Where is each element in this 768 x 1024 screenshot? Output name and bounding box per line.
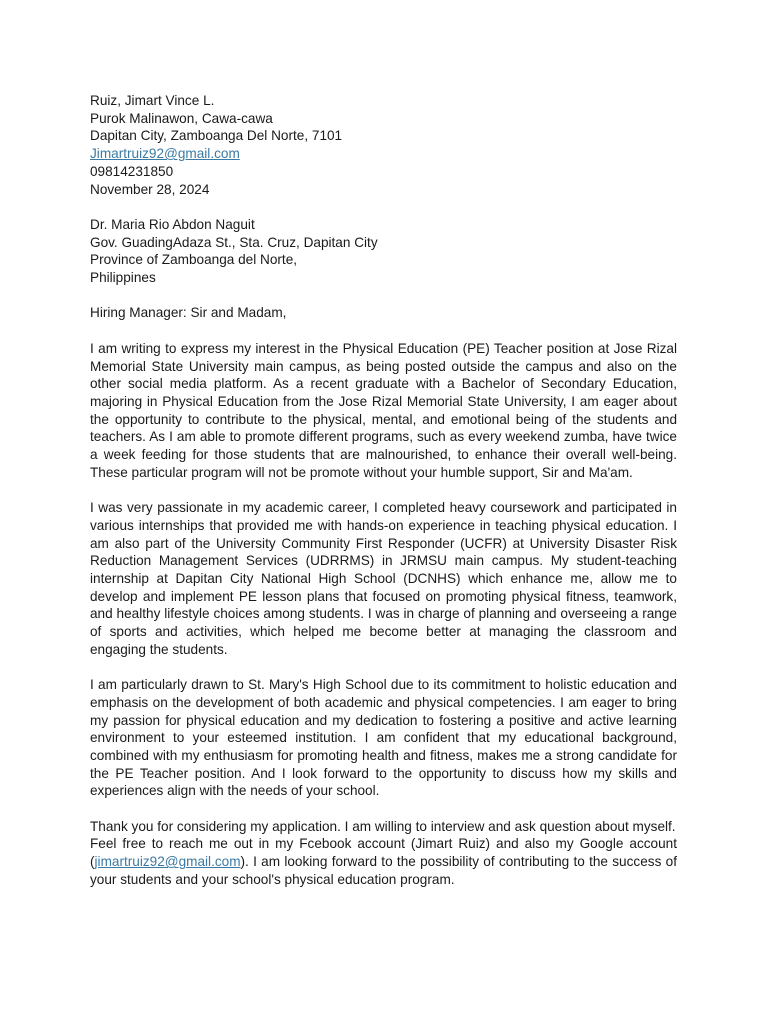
recipient-address-line-2: Province of Zamboanga del Norte, — [90, 252, 298, 268]
google-email-link[interactable]: jimartruiz92@gmail.com — [94, 854, 241, 870]
recipient-block — [90, 216, 677, 287]
letter-date: November 28, 2024 — [90, 181, 210, 197]
sender-phone: 09814231850 — [90, 163, 174, 179]
sender-email-link[interactable]: Jimartruiz92@gmail.com — [90, 146, 240, 162]
contact-text-before: Feel free to reach me out in my Fcebook account (Jimart Ruiz) and also my Google account ( — [90, 836, 677, 870]
recipient-country: Philippines — [90, 270, 156, 286]
sender-name: Ruiz, Jimart Vince L. — [90, 93, 215, 108]
body-paragraph-contact — [90, 835, 677, 888]
contact-text-after: ). I am looking forward to the possibility of contributing to the success of your students and your school's physical education program. — [90, 854, 677, 887]
sender-block — [90, 92, 677, 198]
body-paragraph-intro: I am writing to express my interest in the Physical Education (PE) Teacher position at Jose Rizal Memorial State University main campus, as being posted outside the campus and also on the other social media platform. As a recent graduate with a Bachelor of Secondary Education, majoring in Physical Education from the Jose Rizal Memorial State University, I am eager about the opportunity to contribute to the physical, mental, and emotional being of the students and teachers. As I am able to promote different programs, such as every weekend zumba, have twice a week feeding for those students that are malnourished, to enhance their overall well-being. These particular program will not be promote without your humble support, Sir and Ma'am. — [90, 340, 677, 480]
body-paragraph-motivation: I am particularly drawn to St. Mary's High School due to its commitment to holistic education and emphasis on the development of both academic and physical competencies. I am eager to bring my passion for physical education and my dedication to fostering a positive and active learning environment to your esteemed institution. I am confident that my educational background, combined with my enthusiasm for promoting health and fitness, makes me a strong candidate for the PE Teacher position. And I look forward to the opportunity to discuss how my skills and experiences align with the needs of your school. — [90, 677, 677, 799]
sender-address-line-1: Purok Malinawon, Cawa-cawa — [90, 110, 273, 126]
body-paragraph-thanks: Thank you for considering my application. I am willing to interview and ask question about myself. — [90, 818, 676, 834]
sender-address-line-2: Dapitan City, Zamboanga Del Norte, 7101 — [90, 128, 343, 144]
letter-page — [90, 92, 677, 906]
body-paragraph-experience: I was very passionate in my academic career, I completed heavy coursework and participated in various internships that provided me with hands-on experience in teaching physical education. I am also part of the University Community First Responder (UCFR) at University Disaster Risk Reduction Management Services (UDRRMS) in JRMSU main campus. My student-teaching internship at Dapitan City National High School (DCNHS) which enhance me, allow me to develop and implement PE lesson plans that focused on promoting physical fitness, teamwork, and healthy lifestyle choices among students. I was in charge of planning and overseeing a range of sports and activities, which helped me become better at managing the classroom and engaging the students. — [90, 500, 677, 657]
recipient-name: Dr. Maria Rio Abdon Naguit — [90, 216, 255, 232]
salutation: Hiring Manager: Sir and Madam, — [90, 305, 287, 321]
recipient-address-line-1: Gov. GuadingAdaza St., Sta. Cruz, Dapitan City — [90, 234, 378, 250]
